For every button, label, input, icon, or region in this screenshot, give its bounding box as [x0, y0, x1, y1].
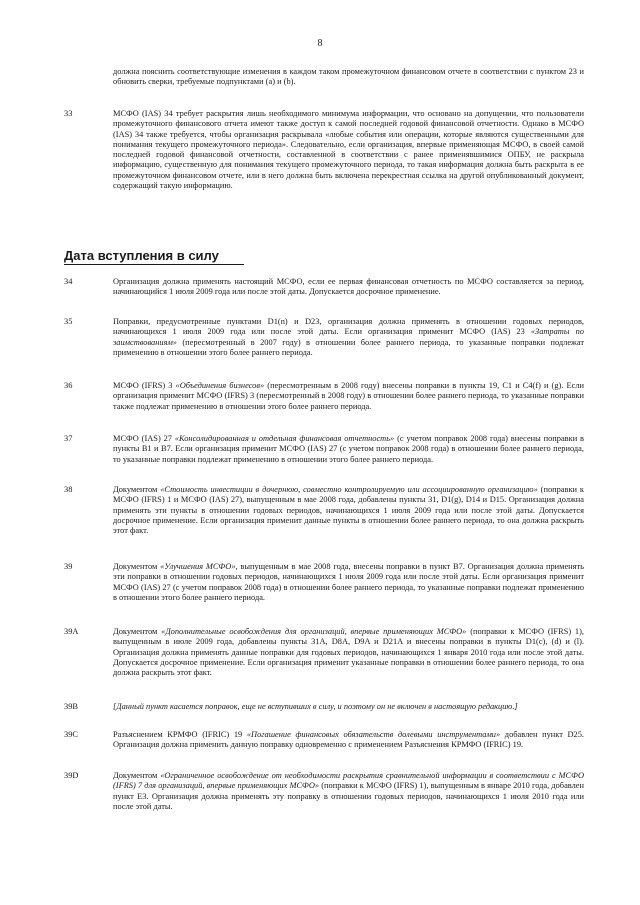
paragraph-39 — [64, 562, 584, 603]
paragraph-38 — [64, 485, 584, 536]
paragraph-number: 39B — [64, 702, 78, 711]
paragraph-text: Документом «Ограниченное освобождение от необходимости раскрытия сравнительной информации в соответствии с МСФО (IFRS) 7 для организаций, впервые применяющих МСФО» (поправки к МСФО (IFRS) 1), выпущенным в январе 2010 года, добавлен пункт E3. Организация должна применять эту поправку в отношении годовых периодов, начинающихся 1 июля 2010 года или после этой даты. — [113, 771, 585, 811]
paragraph-text: МСФО (IAS) 27 «Консолидированная и отдельная финансовая отчетность» (с учетом поправок 2008 года) внесены поправки в пункты B1 и B7. Если организация применит МСФО (IAS) 27 (с учетом поправок 2008 года) в отношении более раннего периода, то указанные поправки подлежат применению в отношении этого более раннего периода. — [113, 434, 584, 464]
paragraph-33 — [64, 109, 584, 191]
paragraph-34 — [64, 277, 584, 298]
paragraph-text — [113, 702, 584, 712]
paragraph-number: 39A — [64, 627, 79, 636]
paragraph-37 — [64, 434, 584, 465]
paragraph-number: 36 — [64, 381, 73, 390]
paragraph-number: 34 — [64, 277, 73, 286]
paragraph-39a — [64, 627, 584, 678]
document-title-italic: «Погашение финансовых обязательств долевыми инструментами» — [246, 730, 501, 739]
paragraph-text: МСФО (IAS) 34 требует раскрытия лишь необходимого минимума информации, что основано на допущении, что пользователи промежуточного финансового отчета имеют также доступ к самой последней годовой финансовой отчетности. Однако в МСФО (IAS) 34 также требуется, чтобы организация раскрывала «любые события или операции, которые являются существенными для понимания текущего промежуточного периода». Следовательно, если организация, впервые применяющая МСФО, в своей самой последней годовой финансовой отчетности, составленной в соответствии с ранее применявшимися ОПБУ, не раскрыла информацию, существенную для понимания текущего промежуточного периода, то такая информация должна быть раскрыта в ее промежуточном финансовом отчете, или в него должна быть включена перекрестная ссылка на другой опубликованный документ, содержащий такую информацию. — [113, 109, 584, 191]
editorial-note-italic: [Данный пункт касается поправок, еще не вступивших в силу, и поэтому он не включен в настоящую редакцию.] — [113, 702, 518, 711]
paragraph-number: 39D — [64, 771, 79, 780]
document-title-italic: «Консолидированная и отдельная финансовая отчетность» — [174, 434, 395, 443]
document-title-italic: «Дополнительные освобождения для организаций, впервые применяющих МСФО» — [161, 627, 467, 636]
document-title-italic: «Улучшения МСФО» — [160, 562, 236, 571]
continuation-text: должна пояснить соответствующие изменения в каждом таком промежуточном финансовом отчете в соответствии с пунктом 23 и обновить сверки, требуемые подпунктами (а) и (b). — [113, 67, 584, 87]
paragraph-36 — [64, 381, 584, 412]
paragraph-text: Документом «Дополнительные освобождения для организаций, впервые применяющих МСФО» (поправки к МСФО (IFRS) 1), выпущенным в июле 2009 года, добавлены пункты 31A, D8A, D9A и D21A и внесены поправки в пункты D1(c), (d) и (l). Организация должна применять данные поправки для годовых периодов, начинающихся 1 января 2010 года или после этой даты. Допускается досрочное применение. Если организация применит указанные поправки в отношении более раннего периода, то она должна раскрыть этот факт. — [113, 627, 585, 678]
paragraph-35 — [64, 317, 584, 358]
paragraph-number: 39C — [64, 730, 78, 739]
paragraph-text: Организация должна применять настоящий МСФО, если ее первая финансовая отчетность по МСФО составляется за период, начинающийся 1 июля 2009 года или после этой даты. Допускается досрочное применение. — [113, 277, 584, 297]
document-title-italic: «Объединения бизнесов» — [175, 381, 265, 390]
paragraph-text: МСФО (IFRS) 3 «Объединения бизнесов» (пересмотренным в 2008 году) внесены поправки в пункты 19, C1 и C4(f) и (g). Если организация применит МСФО (IFRS) 3 (пересмотренный в 2008 году) в отношении более раннего периода, то указанные поправки также подлежат применению в отношении этого более раннего периода. — [113, 381, 584, 411]
section-title-underline — [64, 264, 244, 265]
paragraph-39d — [64, 771, 584, 812]
paragraph-number: 35 — [64, 317, 73, 326]
paragraph-text: Документом «Стоимость инвестиции в дочернюю, совместно контролируемую или ассоциированную организацию» (поправки к МСФО (IFRS) 1 и МСФО (IAS) 27), выпущенным в мае 2008 года, добавлены пункты 31, D1(g), D14 и D15. Организация должна применять эти пункты в отношении годовых периодов, начинающихся 1 июля 2009 года или после этой даты. Допускается досрочное применение. Если организация применит данные пункты в отношении более раннего периода, то она должна раскрыть этот факт. — [113, 485, 585, 536]
paragraph-text: Разъяснением КРМФО (IFRIC) 19 «Погашение финансовых обязательств долевыми инструментами» добавлен пункт D25. Организация должна применить данную поправку одновременно с применением Разъяснения КРМФО (IFRIC) 19. — [113, 730, 585, 750]
paragraph-text: Документом «Улучшения МСФО», выпущенным в мае 2008 года, внесены поправки в пункт B7. Организация должна применять эти поправки в отношении годовых периодов, начинающихся 1 июля 2009 года или после этой даты. Если организация применит МСФО (IAS) 27 (с учетом поправок 2008 года) в отношении более раннего периода, то указанные поправки подлежат применению в отношении этого более раннего периода. — [113, 562, 584, 602]
page-number: 8 — [317, 38, 323, 49]
paragraph-number: 33 — [64, 109, 73, 118]
paragraph-text: Поправки, предусмотренные пунктами D1(n) и D23, организация должна применять в отношении годовых периодов, начинающихся 1 июля 2009 года или после этой даты. Если организация применит МСФО (IAS) 23 «Затраты по заимствованиям» (пересмотренный в 2007 году) в отношении более раннего периода, то указанные поправки подлежат применению в отношении этого более раннего периода. — [113, 317, 584, 357]
paragraph-number: 38 — [64, 485, 73, 494]
document-title-italic: «Ограниченное освобождение от необходимости раскрытия сравнительной информации в соответствии с МСФО (IFRS) 7 для организаций, впервые применяющих МСФО» — [113, 771, 584, 791]
paragraph-39b — [64, 702, 584, 712]
document-title-italic: «Стоимость инвестиции в дочернюю, совместно контролируемую или ассоциированную организацию» — [160, 485, 538, 494]
paragraph-number: 39 — [64, 562, 73, 571]
section-title: Дата вступления в силу — [64, 248, 219, 263]
document-title-italic: «Затраты по заимствованиям» — [113, 327, 584, 347]
paragraph-number: 37 — [64, 434, 73, 443]
paragraph-39c — [64, 730, 584, 751]
